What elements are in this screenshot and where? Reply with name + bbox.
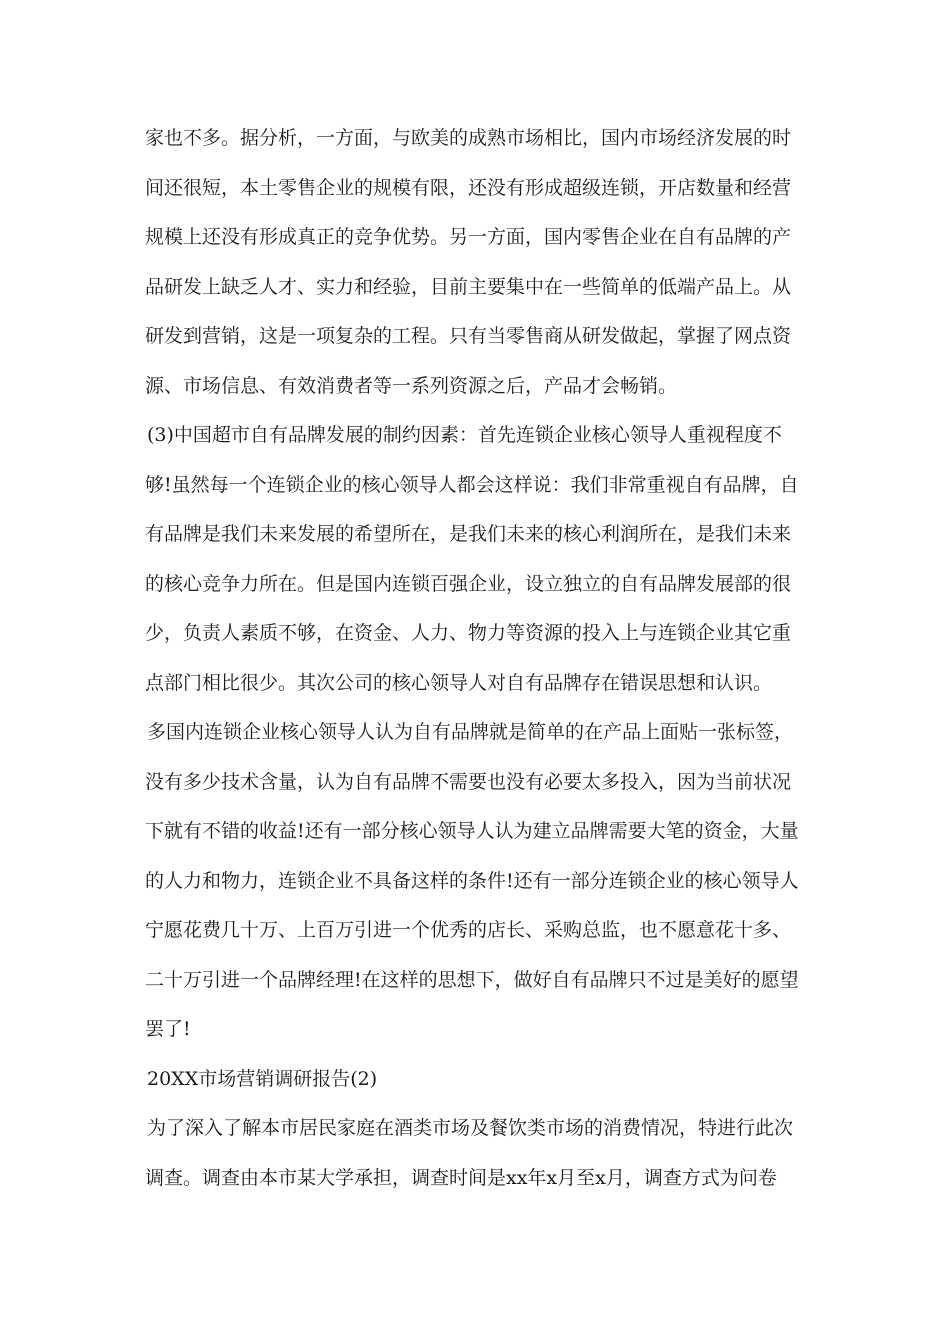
text-line: 调查。调查由本市某大学承担，调查时间是xx年x月至x月，调查方式为问卷: [145, 1167, 777, 1189]
text-line: 少，负责人素质不够，在资金、人力、物力等资源的投入上与连锁企业其它重: [145, 622, 792, 644]
text-line: 的人力和物力，连锁企业不具备这样的条件!还有一部分连锁企业的核心领导人: [145, 870, 799, 892]
text-line: 多国内连锁企业核心领导人认为自有品牌就是简单的在产品上面贴一张标签，: [147, 721, 794, 743]
text-line: 罢了!: [145, 1018, 191, 1040]
text-line: 研发到营销，这是一项复杂的工程。只有当零售商从研发做起，掌握了网点资: [145, 325, 792, 347]
text-line: (3)中国超市自有品牌发展的制约因素：首先连锁企业核心领导人重视程度不: [147, 424, 782, 446]
text-line: 的核心竞争力所在。但是国内连锁百强企业，设立独立的自有品牌发展部的很: [145, 573, 792, 595]
text-line: 品研发上缺乏人才、实力和经验，目前主要集中在一些简单的低端产品上。从: [145, 276, 792, 298]
text-line: 下就有不错的收益!还有一部分核心领导人认为建立品牌需要大笔的资金，大量: [145, 820, 799, 842]
text-line: 家也不多。据分析，一方面，与欧美的成熟市场相比，国内市场经济发展的时: [145, 127, 792, 149]
text-line: 有品牌是我们未来发展的希望所在，是我们未来的核心利润所在，是我们未来: [145, 523, 792, 545]
text-line: 宁愿花费几十万、上百万引进一个优秀的店长、采购总监，也不愿意花十多、: [145, 919, 792, 941]
text-line: 规模上还没有形成真正的竞争优势。另一方面，国内零售企业在自有品牌的产: [145, 226, 792, 248]
text-line: 点部门相比很少。其次公司的核心领导人对自有品牌存在错误思想和认识。: [145, 672, 773, 694]
text-line: 间还很短，本土零售企业的规模有限，还没有形成超级连锁，开店数量和经营: [145, 177, 792, 199]
text-line: 没有多少技术含量，认为自有品牌不需要也没有必要太多投入，因为当前状况: [145, 771, 792, 793]
section-heading: 20XX市场营销调研报告(2): [147, 1068, 378, 1090]
text-line: 够!虽然每一个连锁企业的核心领导人都会这样说：我们非常重视自有品牌，自: [145, 474, 799, 496]
text-line: 二十万引进一个品牌经理!在这样的思想下，做好自有品牌只不过是美好的愿望: [145, 969, 799, 991]
text-line: 为了深入了解本市居民家庭在酒类市场及餐饮类市场的消费情况，特进行此次: [147, 1117, 794, 1139]
text-line: 源、市场信息、有效消费者等一系列资源之后，产品才会畅销。: [145, 375, 678, 397]
